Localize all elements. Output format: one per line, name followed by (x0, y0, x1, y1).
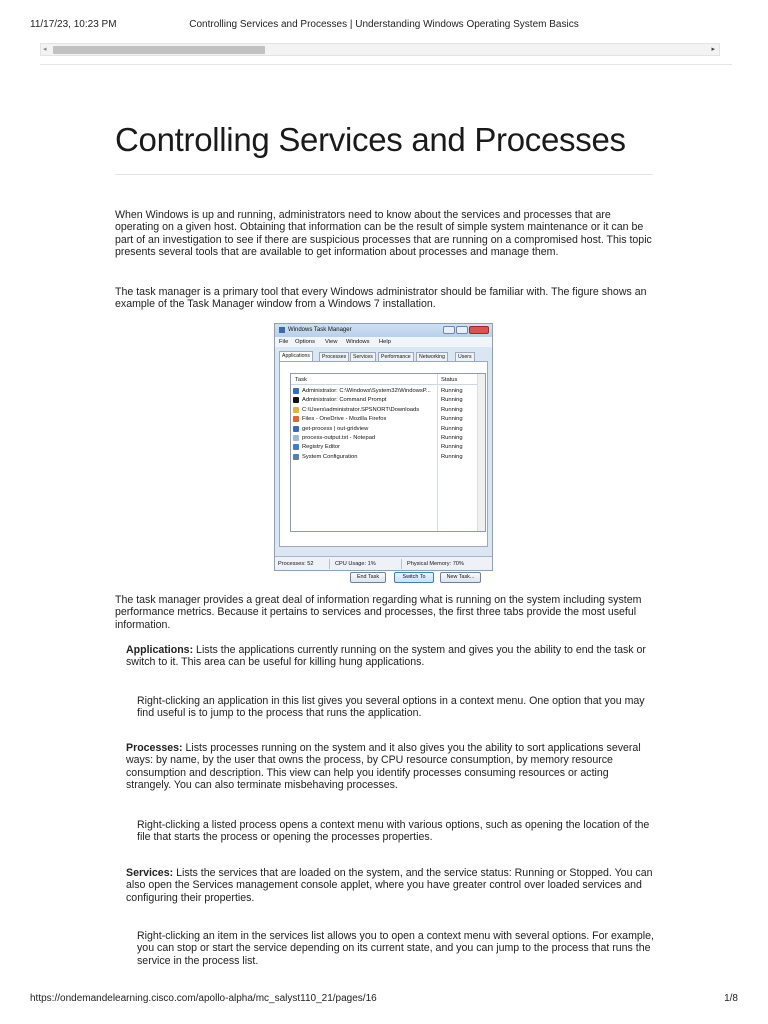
app-icon (293, 416, 299, 422)
column-status[interactable]: Status (441, 377, 458, 383)
task-status: Running (441, 425, 463, 432)
task-status: Running (441, 416, 463, 423)
scroll-thumb[interactable] (53, 46, 265, 54)
app-icon (293, 454, 299, 460)
note-applications: Right-clicking an application in this list gives you several options in a context menu. One option that you may find useful is to jump to the process that runs the application. (137, 695, 645, 720)
task-status: Running (441, 453, 463, 460)
print-header (30, 19, 738, 33)
status-divider (329, 559, 330, 569)
print-url: https://ondemandelearning.cisco.com/apollo-alpha/mc_salyst110_21/pages/16 (30, 993, 377, 1004)
table-row[interactable] (293, 434, 483, 443)
task-status: Running (441, 435, 463, 441)
scroll-right-icon[interactable]: ▸ (711, 46, 715, 53)
tab-networking[interactable]: Networking (416, 352, 448, 361)
maximize-icon[interactable] (456, 326, 468, 334)
tab-users[interactable]: Users (455, 352, 475, 361)
tm-menubar (275, 337, 492, 347)
definition-applications (126, 644, 656, 669)
task-name: System Configuration (302, 453, 358, 460)
task-name: Administrator: C:\Windows\System32\WindowsP... (302, 388, 431, 394)
tm-menu-help[interactable]: Help (379, 339, 391, 345)
note-services: Right-clicking an item in the services list allows you to open a context menu with several options. For example, you can stop or start the service depending on its current state, and you can jump to the process that runs the service in the process list. (137, 930, 654, 967)
task-name: Files - OneDrive - Mozilla Firefox (302, 416, 387, 423)
status-memory: Physical Memory: 70% (407, 561, 464, 567)
table-row[interactable] (293, 406, 483, 415)
task-manager-paragraph: The task manager is a primary tool that every Windows administrator should be familiar with. The figure shows an example of the Task Manager window from a Windows 7 installation. (115, 286, 647, 311)
definition-text: Lists the services that are loaded on the system, and the service status: Running or Stopped. You can also open the Services management console applet, where you have greater control over loaded services and configuring their properties. (126, 867, 653, 904)
note-processes: Right-clicking a listed process opens a context menu with various options, such as opening the location of the file that starts the process or opening the processes properties. (137, 819, 650, 844)
status-cpu: CPU Usage: 1% (335, 561, 376, 567)
page-title: Controlling Services and Processes (115, 121, 626, 158)
definition-text: Lists the applications currently running on the system and gives you the ability to end the task or switch to it. This area can be useful for killing hung applications. (126, 644, 646, 669)
tm-window-title: Windows Task Manager (288, 327, 352, 333)
term-applications: Applications: (126, 644, 194, 656)
task-status: Running (441, 388, 463, 394)
task-status: Running (441, 444, 463, 451)
tab-performance[interactable]: Performance (378, 352, 414, 361)
app-icon (293, 397, 299, 403)
overview-paragraph: The task manager provides a great deal of information regarding what is running on the system including system performance metrics. Because it pertains to services and processes, the first three tabs provide the most useful information. (115, 594, 642, 631)
tm-menu-options[interactable]: Options (295, 339, 315, 345)
task-name: get-process | out-gridview (302, 425, 369, 432)
horizontal-scrollbar[interactable] (40, 43, 720, 56)
intro-paragraph: When Windows is up and running, administrators need to know about the services and processes that are operating on a given host. Obtaining that information can be the result of simple system maintenance or it can be part of an investigation to see if there are suspicious processes that are running on a compromised host. This topic presents several tools that are available to get information about processes and manage them. (115, 209, 652, 258)
tab-applications[interactable]: Applications (279, 351, 313, 362)
app-icon (293, 435, 299, 441)
column-task[interactable]: Task (295, 377, 307, 383)
scroll-left-icon[interactable]: ◂ (43, 46, 47, 53)
tm-titlebar (275, 324, 492, 337)
table-row[interactable] (293, 425, 483, 434)
print-date: 11/17/23, 10:23 PM (30, 19, 117, 30)
table-row[interactable] (293, 453, 483, 462)
table-row[interactable] (293, 396, 483, 405)
task-name: C:\Users\administrator.SPSNORT\Downloads (302, 406, 420, 413)
definition-processes (126, 742, 656, 791)
definition-services (126, 867, 656, 904)
task-list-header (291, 374, 485, 385)
status-divider (401, 559, 402, 569)
new-task-button[interactable]: New Task... (440, 572, 481, 583)
tm-menu-file[interactable]: File (279, 339, 289, 345)
app-icon (293, 444, 299, 450)
term-processes: Processes: (126, 742, 183, 754)
app-icon (293, 426, 299, 432)
definition-text: Lists processes running on the system and it also gives you the ability to sort applications several ways: by name, by the user that owns the process, by CPU resource consumption, by memory resource consumption and description. This view can help you identify processes consuming resources or acting strangely. You can also terminate misbehaving processes. (126, 742, 641, 791)
task-name: Administrator: Command Prompt (302, 397, 387, 404)
tab-processes[interactable]: Processes (319, 352, 349, 361)
tab-services[interactable]: Services (350, 352, 376, 361)
app-icon (293, 407, 299, 413)
task-list[interactable] (290, 373, 486, 532)
divider (40, 64, 732, 65)
task-manager-figure (274, 323, 493, 580)
table-row[interactable] (293, 415, 483, 424)
term-services: Services: (126, 867, 174, 879)
end-task-button[interactable]: End Task (350, 572, 386, 583)
task-status: Running (441, 397, 463, 404)
tm-statusbar (275, 556, 492, 570)
task-manager-app-icon (279, 327, 285, 333)
tm-menu-view[interactable]: View (325, 339, 338, 345)
title-divider (115, 174, 653, 175)
switch-to-button[interactable]: Switch To (394, 572, 434, 583)
table-row[interactable] (293, 443, 483, 452)
print-page-number: 1/8 (724, 993, 738, 1004)
print-doc-title: Controlling Services and Processes | Understanding Windows Operating System Basics (189, 19, 579, 30)
tm-menu-windows[interactable]: Windows (346, 339, 370, 345)
table-row[interactable] (293, 387, 483, 396)
minimize-icon[interactable] (443, 326, 455, 334)
task-name: process-output.txt - Notepad (302, 435, 376, 441)
task-status: Running (441, 406, 463, 413)
status-processes: Processes: 52 (278, 561, 314, 567)
close-icon[interactable] (469, 326, 489, 334)
task-name: Registry Editor (302, 444, 341, 451)
app-icon (293, 388, 299, 394)
